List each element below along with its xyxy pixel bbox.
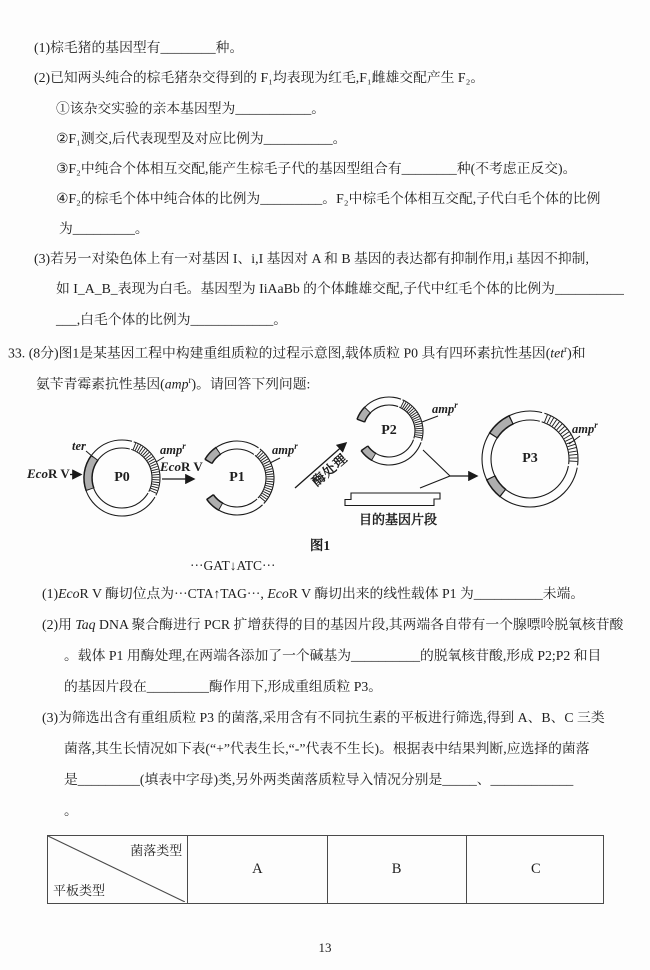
- table-col-c: C: [466, 836, 605, 903]
- q1-label: (1): [42, 586, 59, 601]
- q1-text-a: R V 酶切位点为: [79, 586, 175, 601]
- eco-italic: Eco: [267, 586, 289, 601]
- amp-base: amp: [572, 422, 595, 437]
- amp-base: amp: [160, 443, 183, 458]
- ecorv-italic: Eco: [160, 459, 181, 474]
- enzyme-treatment-label: 酶处理: [308, 450, 351, 490]
- amp-base: amp: [272, 443, 295, 458]
- table-col-a: A: [187, 836, 326, 903]
- q33-line-q3-3: 是_________(填表中字母)类,另外两类菌落质粒导入情况分别是_____、____________: [64, 772, 574, 787]
- ter-label: [72, 439, 86, 454]
- q33-intro-line-1: [8, 340, 586, 363]
- q32-line-7: 为_________。: [59, 221, 149, 236]
- q33-intro1-text: 33. (8分)图1是某基因工程中构建重组质粒的过程示意图,载体质粒 P0 具有四环素抗性基因(: [8, 345, 551, 361]
- converge-line-bottom: [420, 476, 450, 488]
- tet-gene-symbol: tet: [550, 345, 565, 361]
- q33-line-q3-2: 菌落,其生长情况如下表(“+”代表生长,“-”代表不生长)。根据表中结果判断,应选择的菌落: [64, 741, 590, 756]
- ecorv-roman: R V: [47, 466, 70, 481]
- figure-caption: 图1: [309, 538, 331, 553]
- ecorv-roman: R V: [180, 459, 203, 474]
- converge-line-top: [423, 450, 450, 476]
- ecorv-label-left: [27, 466, 70, 482]
- target-gene-fragment-label: 目的基因片段: [358, 512, 438, 527]
- q32-line-4: ②F₁测交,后代表现型及对应比例为__________。: [56, 131, 347, 146]
- corner-label-colony-type: 菌落类型: [130, 843, 183, 858]
- amp-superscript: r: [188, 375, 192, 385]
- amp-sup: r: [182, 441, 186, 451]
- q33-line-q2-2: 。载体 P1 用酶处理,在两端各添加了一个碱基为__________的脱氧核苷酸,形成 P2;P2 和目: [64, 648, 602, 663]
- amp-label-p0: [160, 441, 186, 458]
- tet-superscript: r: [564, 344, 568, 354]
- q32-line-3: ①该杂交实验的亲本基因型为___________。: [56, 101, 326, 116]
- eco-italic: Eco: [58, 586, 80, 601]
- taq-italic: Taq: [75, 617, 96, 632]
- amp-label-p2: [432, 400, 458, 417]
- table-col-b: B: [327, 836, 466, 903]
- q33-line-q2-3: 的基因片段在_________酶作用下,形成重组质粒 P3。: [64, 679, 383, 694]
- amp-gene-symbol: amp: [164, 376, 189, 392]
- page-number: 13: [318, 940, 332, 955]
- restriction-site-top-strand: ···GAT↓ATC···: [190, 558, 276, 573]
- corner-label-plate-type: 平板类型: [53, 883, 106, 898]
- q33-line-q1: [42, 584, 584, 603]
- plasmid-name-p1: P1: [229, 470, 245, 485]
- q32-line-1: (1)棕毛猪的基因型有________种。: [34, 40, 244, 55]
- q33-line-q2-1: [42, 615, 623, 634]
- screening-table: [47, 835, 604, 904]
- q33-line-q3-4: 。: [64, 803, 78, 818]
- q1-comma: ,: [260, 586, 268, 601]
- q2-label: (2)用: [42, 617, 76, 632]
- plasmid-name-p2: P2: [381, 423, 397, 438]
- table-corner-cell: [48, 836, 187, 903]
- amp-base: amp: [432, 402, 455, 417]
- q32-line-5: ③F₂中纯合个体相互交配,能产生棕毛子代的基因型组合有________种(不考虑正反交)。: [56, 161, 577, 176]
- q32-line-9: 如 I_A_B_表现为白毛。基因型为 IiAaBb 的个体雌雄交配,子代中红毛个体的比例为__________: [56, 281, 624, 296]
- q33-intro1-tail: )和: [567, 345, 586, 361]
- ecorv-italic: Eco: [27, 466, 48, 481]
- amp-callout-p1: [270, 458, 280, 463]
- amp-sup: r: [594, 420, 598, 430]
- q32-line-10: ___,白毛个体的比例为____________。: [56, 312, 288, 327]
- amp-sup: r: [454, 400, 458, 410]
- plasmid-name-p0: P0: [114, 470, 130, 485]
- q1-text-b: R V 酶切出来的线性载体 P1 为__________未端。: [288, 586, 585, 601]
- ter-italic: ter: [72, 439, 86, 453]
- q2-text: DNA 聚合酶进行 PCR 扩增获得的目的基因片段,其两端各自带有一个腺嘌呤脱氧核苷酸: [95, 617, 624, 632]
- target-gene-fragment-shape: [345, 493, 440, 506]
- q32-line-6: ④F₂的棕毛个体中纯合体的比例为_________。F₂中棕毛个体相互交配,子代白毛个体的比例: [56, 191, 601, 206]
- amp-sup: r: [294, 441, 298, 451]
- amp-callout-p3: [569, 436, 580, 444]
- q33-line-q3-1: (3)为筛选出含有重组质粒 P3 的菌落,采用含有不同抗生素的平板进行筛选,得到 A、B、C 三类: [42, 710, 605, 725]
- plasmid-name-p3: P3: [522, 451, 538, 466]
- amp-label-p1: [272, 441, 298, 458]
- q32-line-2: (2)已知两头纯合的棕毛猪杂交得到的 F₁均表现为红毛,F₁雌雄交配产生 F₂。: [34, 70, 485, 85]
- q32-line-8: (3)若另一对染色体上有一对基因 I、i,I 基因对 A 和 B 基因的表达都有抑制作用,i 基因不抑制,: [34, 251, 589, 266]
- ecorv-label-mid: [160, 459, 203, 475]
- q33-intro2-text: 氨苄青霉素抗性基因(: [36, 376, 165, 392]
- restriction-site-bottom-strand: ···CTA↑TAG···: [174, 586, 261, 601]
- q33-intro2-tail: )。请回答下列问题:: [191, 376, 311, 392]
- amp-label-p3: [572, 420, 598, 437]
